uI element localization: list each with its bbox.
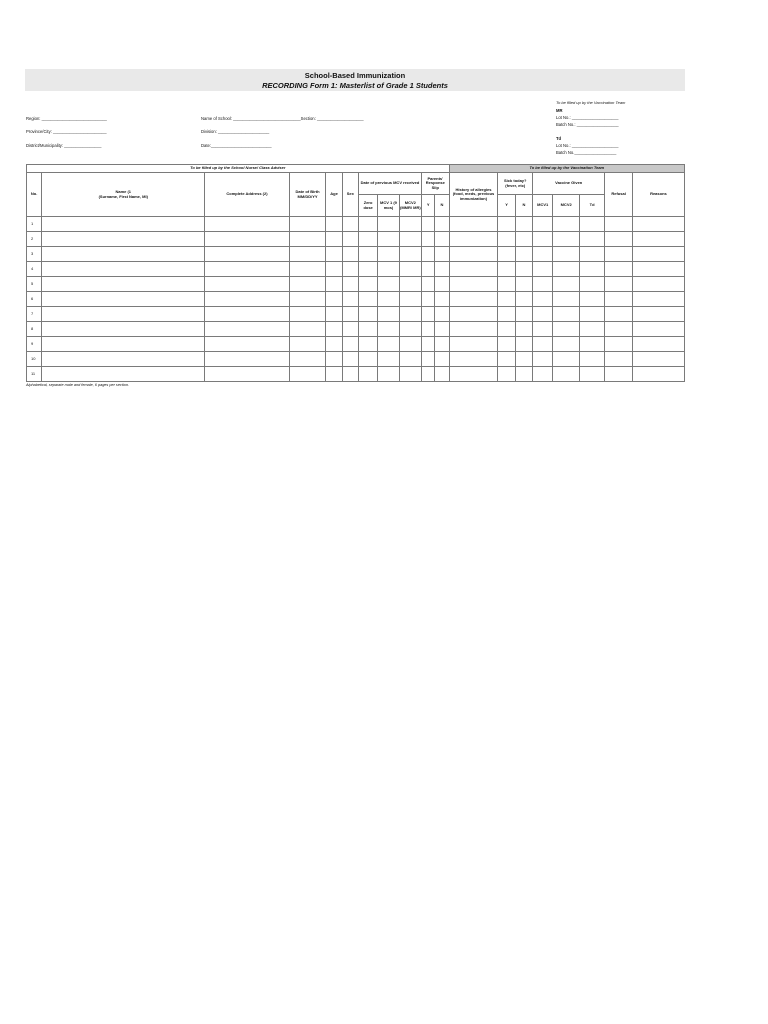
table-cell[interactable]	[289, 262, 326, 277]
table-cell[interactable]	[579, 217, 604, 232]
table-cell[interactable]	[342, 262, 358, 277]
row-number: 8	[27, 322, 42, 337]
table-row	[27, 277, 685, 292]
table-cell[interactable]	[42, 262, 205, 277]
table-cell[interactable]	[449, 337, 498, 352]
col-zero-dose: Zero dose	[358, 195, 377, 217]
table-cell[interactable]	[399, 307, 421, 322]
table-cell[interactable]	[632, 307, 684, 322]
table-cell[interactable]	[632, 322, 684, 337]
table-cell[interactable]	[399, 337, 421, 352]
table-cell[interactable]	[449, 217, 498, 232]
table-cell[interactable]	[515, 352, 532, 367]
table-cell[interactable]	[533, 292, 553, 307]
table-cell[interactable]	[422, 247, 435, 262]
col-allergies: History of allergies (food, meds, previous immunization)	[449, 173, 498, 217]
table-cell[interactable]	[533, 217, 553, 232]
table-cell[interactable]	[435, 292, 449, 307]
table-cell[interactable]	[205, 262, 290, 277]
col-vg-mcv1: MCV1	[533, 195, 553, 217]
table-cell[interactable]	[533, 367, 553, 382]
table-cell[interactable]	[42, 292, 205, 307]
table-cell[interactable]	[289, 232, 326, 247]
table-cell[interactable]	[42, 232, 205, 247]
row-number: 5	[27, 277, 42, 292]
table-cell[interactable]	[378, 217, 399, 232]
table-cell[interactable]	[515, 307, 532, 322]
table-cell[interactable]	[358, 367, 377, 382]
table-cell[interactable]	[358, 277, 377, 292]
table-cell[interactable]	[449, 367, 498, 382]
table-cell[interactable]	[422, 277, 435, 292]
district-field[interactable]: District/Municipality: ________________	[26, 143, 102, 148]
table-cell[interactable]	[378, 322, 399, 337]
table-cell[interactable]	[579, 232, 604, 247]
table-cell[interactable]	[289, 277, 326, 292]
table-cell[interactable]	[422, 292, 435, 307]
table-cell[interactable]	[422, 337, 435, 352]
table-cell[interactable]	[435, 307, 449, 322]
table-cell[interactable]	[579, 352, 604, 367]
table-cell[interactable]	[498, 217, 515, 232]
table-cell[interactable]	[205, 247, 290, 262]
region-field[interactable]: Region: ____________________________	[26, 116, 107, 121]
table-cell[interactable]	[326, 262, 342, 277]
table-cell[interactable]	[358, 322, 377, 337]
table-cell[interactable]	[378, 232, 399, 247]
table-cell[interactable]	[498, 247, 515, 262]
table-cell[interactable]	[358, 217, 377, 232]
table-cell[interactable]	[533, 322, 553, 337]
table-cell[interactable]	[422, 367, 435, 382]
table-cell[interactable]	[422, 307, 435, 322]
table-cell[interactable]	[358, 352, 377, 367]
row-number: 7	[27, 307, 42, 322]
table-cell[interactable]	[358, 262, 377, 277]
table-cell[interactable]	[605, 352, 632, 367]
table-cell[interactable]	[605, 232, 632, 247]
table-cell[interactable]	[399, 232, 421, 247]
table-cell[interactable]	[533, 352, 553, 367]
table-cell[interactable]	[498, 322, 515, 337]
col-age: Age	[326, 173, 342, 217]
table-cell[interactable]	[289, 292, 326, 307]
col-sick-y: Y	[498, 195, 515, 217]
table-cell[interactable]	[498, 307, 515, 322]
table-cell[interactable]	[435, 247, 449, 262]
table-cell[interactable]	[533, 232, 553, 247]
table-cell[interactable]	[515, 292, 532, 307]
table-cell[interactable]	[605, 367, 632, 382]
table-cell[interactable]	[42, 367, 205, 382]
table-cell[interactable]	[42, 337, 205, 352]
table-cell[interactable]	[378, 307, 399, 322]
province-field[interactable]: Province/City: _______________________	[26, 129, 107, 134]
table-cell[interactable]	[289, 367, 326, 382]
table-cell[interactable]	[449, 352, 498, 367]
table-cell[interactable]	[579, 307, 604, 322]
table-cell[interactable]	[42, 352, 205, 367]
table-cell[interactable]	[449, 232, 498, 247]
col-slip-n: N	[435, 195, 449, 217]
table-cell[interactable]	[378, 247, 399, 262]
row-number: 10	[27, 352, 42, 367]
table-cell[interactable]	[326, 232, 342, 247]
table-cell[interactable]	[326, 367, 342, 382]
table-cell[interactable]	[579, 337, 604, 352]
table-cell[interactable]	[498, 262, 515, 277]
table-cell[interactable]	[553, 352, 579, 367]
table-cell[interactable]	[205, 322, 290, 337]
table-cell[interactable]	[533, 337, 553, 352]
school-nurse-band: To be filled up by the School Nurse/ Class Adviser	[27, 165, 450, 173]
table-cell[interactable]	[632, 292, 684, 307]
table-cell[interactable]	[605, 322, 632, 337]
table-cell[interactable]	[553, 217, 579, 232]
table-cell[interactable]	[342, 217, 358, 232]
table-cell[interactable]	[205, 307, 290, 322]
table-cell[interactable]	[449, 277, 498, 292]
table-cell[interactable]	[326, 307, 342, 322]
table-cell[interactable]	[498, 352, 515, 367]
table-cell[interactable]	[422, 232, 435, 247]
table-cell[interactable]	[205, 217, 290, 232]
table-cell[interactable]	[605, 247, 632, 262]
table-cell[interactable]	[553, 232, 579, 247]
table-cell[interactable]	[342, 277, 358, 292]
table-cell[interactable]	[205, 352, 290, 367]
table-cell[interactable]	[632, 277, 684, 292]
footnote: Alphabetical, separate male and female, 6 pages per section.	[26, 383, 130, 387]
table-row	[27, 232, 685, 247]
table-cell[interactable]	[579, 367, 604, 382]
school-section-field[interactable]: Name of School: _____________________________Section: ____________________	[201, 116, 364, 121]
col-vaccine-given: Vaccine Given	[533, 173, 605, 195]
col-prev-mcv: Date of previous MCV received	[358, 173, 421, 195]
table-cell[interactable]	[289, 337, 326, 352]
table-cell[interactable]	[605, 262, 632, 277]
table-cell[interactable]	[342, 232, 358, 247]
table-cell[interactable]	[579, 262, 604, 277]
table-cell[interactable]	[449, 307, 498, 322]
table-cell[interactable]	[553, 247, 579, 262]
table-cell[interactable]	[605, 292, 632, 307]
table-cell[interactable]	[553, 307, 579, 322]
table-cell[interactable]	[399, 322, 421, 337]
table-row	[27, 322, 685, 337]
col-sick-today: Sick today? (fever, etc)	[498, 173, 533, 195]
table-cell[interactable]	[358, 232, 377, 247]
vaccination-team-note: To be filled up by the Vaccination Team	[556, 100, 626, 105]
table-cell[interactable]	[378, 337, 399, 352]
table-cell[interactable]	[342, 337, 358, 352]
table-cell[interactable]	[342, 292, 358, 307]
table-cell[interactable]	[533, 247, 553, 262]
table-cell[interactable]	[498, 292, 515, 307]
col-dob: Date of Birth MM/DD/YY	[289, 173, 326, 217]
col-parents-slip: Parents' Response Slip	[422, 173, 450, 195]
page-title: School-Based Immunization	[304, 71, 406, 80]
col-mcv1-9mos: MCV 1 (9 mos)	[378, 195, 399, 217]
table-cell[interactable]	[399, 292, 421, 307]
table-cell[interactable]	[358, 247, 377, 262]
table-cell[interactable]	[605, 307, 632, 322]
table-cell[interactable]	[42, 322, 205, 337]
table-cell[interactable]	[326, 292, 342, 307]
table-cell[interactable]	[378, 277, 399, 292]
table-cell[interactable]	[205, 337, 290, 352]
table-cell[interactable]	[579, 247, 604, 262]
table-cell[interactable]	[378, 262, 399, 277]
table-cell[interactable]	[533, 262, 553, 277]
table-cell[interactable]	[435, 232, 449, 247]
row-number: 2	[27, 232, 42, 247]
table-cell[interactable]	[515, 232, 532, 247]
table-cell[interactable]	[422, 322, 435, 337]
table-row	[27, 247, 685, 262]
row-number: 1	[27, 217, 42, 232]
table-cell[interactable]	[435, 217, 449, 232]
td-lot-field[interactable]: Lot No.: ____________________	[556, 143, 619, 148]
table-cell[interactable]	[42, 247, 205, 262]
row-number: 4	[27, 262, 42, 277]
table-cell[interactable]	[498, 232, 515, 247]
table-cell[interactable]	[515, 277, 532, 292]
table-cell[interactable]	[553, 262, 579, 277]
table-cell[interactable]	[632, 262, 684, 277]
table-cell[interactable]	[533, 277, 553, 292]
table-cell[interactable]	[399, 262, 421, 277]
table-cell[interactable]	[289, 247, 326, 262]
table-cell[interactable]	[579, 322, 604, 337]
table-cell[interactable]	[553, 337, 579, 352]
table-cell[interactable]	[632, 352, 684, 367]
table-cell[interactable]	[435, 352, 449, 367]
division-field[interactable]: Division: ______________________	[201, 129, 270, 134]
col-address: Complete Address (2)	[205, 173, 290, 217]
table-cell[interactable]	[553, 367, 579, 382]
table-cell[interactable]	[326, 217, 342, 232]
table-cell[interactable]	[326, 277, 342, 292]
table-cell[interactable]	[435, 337, 449, 352]
table-cell[interactable]	[399, 217, 421, 232]
table-cell[interactable]	[326, 322, 342, 337]
table-row	[27, 307, 685, 322]
table-cell[interactable]	[533, 307, 553, 322]
table-cell[interactable]	[342, 367, 358, 382]
mr-label: MR	[556, 108, 563, 113]
table-cell[interactable]	[632, 247, 684, 262]
col-reasons: Reasons	[632, 173, 684, 217]
col-mcv2-mmr: MCV2 (MMR/ MR)	[399, 195, 421, 217]
table-cell[interactable]	[515, 322, 532, 337]
table-cell[interactable]	[358, 292, 377, 307]
table-cell[interactable]	[449, 262, 498, 277]
table-cell[interactable]	[632, 217, 684, 232]
table-cell[interactable]	[326, 337, 342, 352]
row-number: 6	[27, 292, 42, 307]
table-cell[interactable]	[342, 352, 358, 367]
table-cell[interactable]	[342, 247, 358, 262]
col-sex: Sex	[342, 173, 358, 217]
col-refusal: Refusal	[605, 173, 632, 217]
col-sick-n: N	[515, 195, 532, 217]
table-cell[interactable]	[422, 352, 435, 367]
mr-batch-field[interactable]: Batch No.: __________________	[556, 122, 619, 127]
table-cell[interactable]	[399, 277, 421, 292]
table-cell[interactable]	[605, 337, 632, 352]
table-body	[27, 217, 685, 382]
table-cell[interactable]	[326, 247, 342, 262]
table-cell[interactable]	[289, 322, 326, 337]
table-cell[interactable]	[449, 322, 498, 337]
table-cell[interactable]	[515, 247, 532, 262]
table-cell[interactable]	[205, 232, 290, 247]
table-row	[27, 292, 685, 307]
table-cell[interactable]	[378, 367, 399, 382]
table-cell[interactable]	[498, 367, 515, 382]
table-cell[interactable]	[632, 367, 684, 382]
table-cell[interactable]	[515, 262, 532, 277]
table-cell[interactable]	[579, 292, 604, 307]
table-cell[interactable]	[422, 217, 435, 232]
table-cell[interactable]	[205, 292, 290, 307]
table-cell[interactable]	[449, 247, 498, 262]
table-cell[interactable]	[342, 307, 358, 322]
table-row	[27, 262, 685, 277]
table-cell[interactable]	[579, 277, 604, 292]
table-cell[interactable]	[435, 322, 449, 337]
table-cell[interactable]	[289, 307, 326, 322]
td-batch-field[interactable]: Batch No.__________________	[556, 150, 617, 155]
table-cell[interactable]	[605, 277, 632, 292]
table-cell[interactable]	[553, 322, 579, 337]
table-row	[27, 337, 685, 352]
header-band	[25, 69, 685, 91]
mr-lot-field[interactable]: Lot No.: ____________________	[556, 115, 619, 120]
table-cell[interactable]	[399, 247, 421, 262]
table-cell[interactable]	[435, 277, 449, 292]
masterlist-table	[26, 164, 685, 382]
col-vg-td: Td	[579, 195, 604, 217]
table-cell[interactable]	[632, 337, 684, 352]
row-number: 9	[27, 337, 42, 352]
table-cell[interactable]	[515, 337, 532, 352]
table-cell[interactable]	[515, 367, 532, 382]
table-cell[interactable]	[378, 352, 399, 367]
table-cell[interactable]	[605, 217, 632, 232]
table-cell[interactable]	[378, 292, 399, 307]
table-cell[interactable]	[289, 217, 326, 232]
table-cell[interactable]	[205, 367, 290, 382]
table-cell[interactable]	[205, 277, 290, 292]
table-row	[27, 367, 685, 382]
table-cell[interactable]	[435, 367, 449, 382]
col-vg-mcv2: MCV2	[553, 195, 579, 217]
table-row	[27, 352, 685, 367]
table-cell[interactable]	[498, 277, 515, 292]
table-cell[interactable]	[358, 307, 377, 322]
table-cell[interactable]	[422, 262, 435, 277]
table-cell[interactable]	[632, 232, 684, 247]
table-cell[interactable]	[289, 352, 326, 367]
table-cell[interactable]	[42, 277, 205, 292]
table-cell[interactable]	[553, 292, 579, 307]
row-number: 11	[27, 367, 42, 382]
table-cell[interactable]	[326, 352, 342, 367]
table-cell[interactable]	[42, 307, 205, 322]
col-name: Name (1 (Surname, First Name, MI)	[42, 173, 205, 217]
table-cell[interactable]	[42, 217, 205, 232]
table-row	[27, 217, 685, 232]
vaccination-team-band: To be filled up by the Vaccination Team	[449, 165, 684, 173]
col-no: No.	[27, 173, 42, 217]
table-cell[interactable]	[515, 217, 532, 232]
td-label: Td	[556, 136, 562, 141]
table-cell[interactable]	[449, 292, 498, 307]
table-cell[interactable]	[553, 277, 579, 292]
table-cell[interactable]	[399, 352, 421, 367]
col-slip-y: Y	[422, 195, 435, 217]
page-subtitle: RECORDING Form 1: Masterlist of Grade 1 Students	[262, 81, 448, 90]
row-number: 3	[27, 247, 42, 262]
date-field[interactable]: Date:__________________________	[201, 143, 272, 148]
table-cell[interactable]	[435, 262, 449, 277]
table-cell[interactable]	[498, 337, 515, 352]
table-cell[interactable]	[399, 367, 421, 382]
table-cell[interactable]	[358, 337, 377, 352]
table-cell[interactable]	[342, 322, 358, 337]
